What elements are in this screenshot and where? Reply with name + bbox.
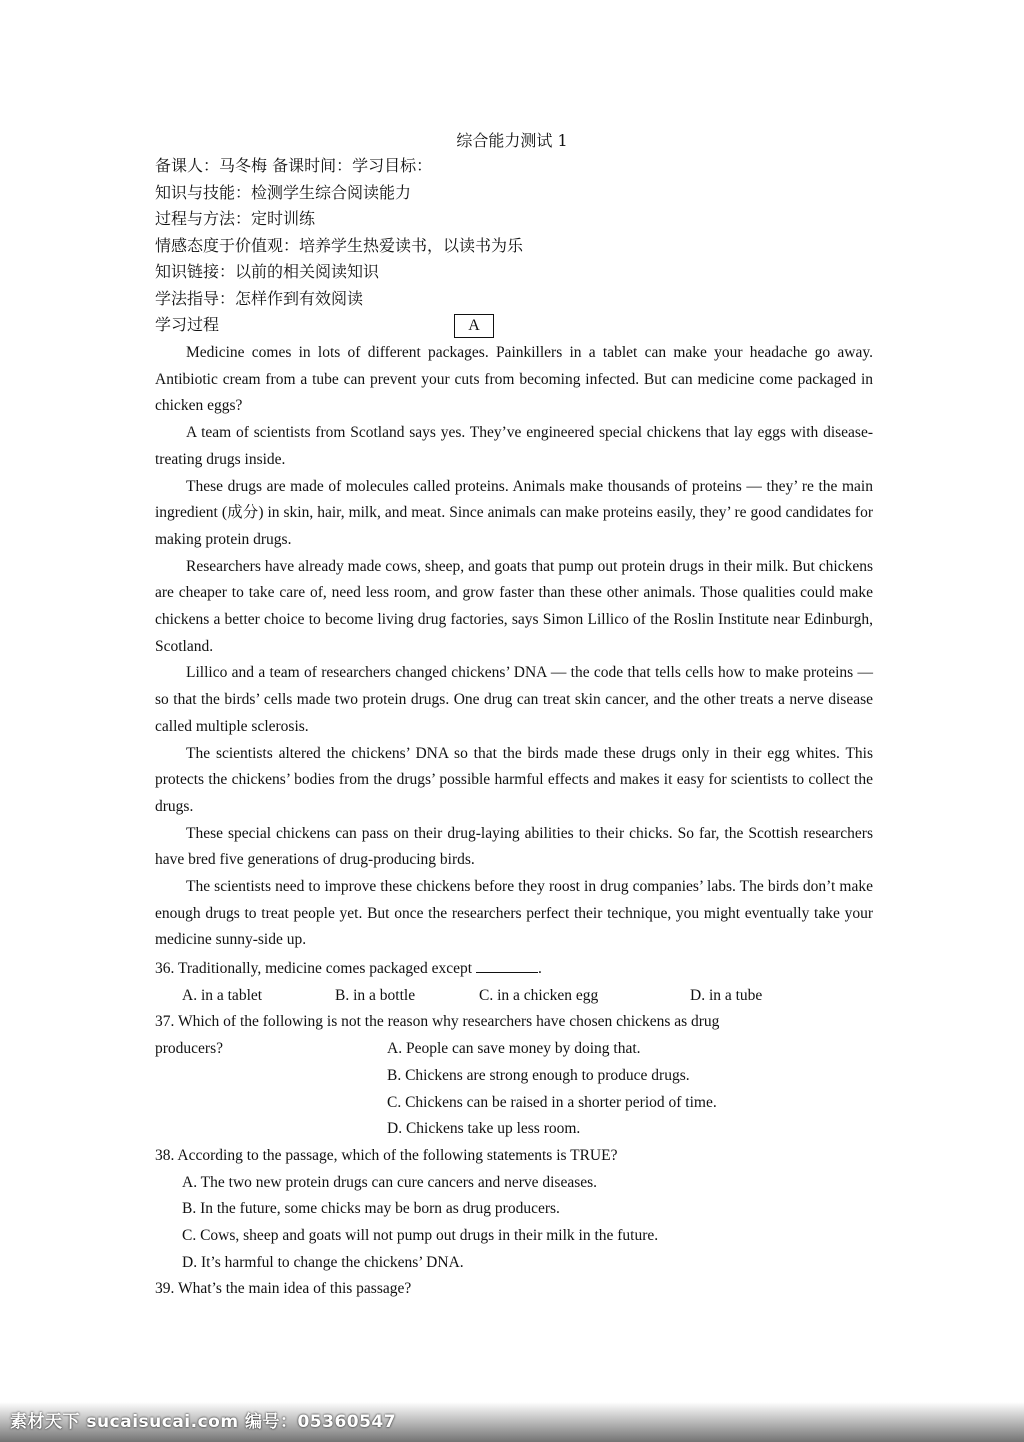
question-36	[155, 956, 873, 983]
option-d: D. in a tube	[690, 986, 763, 1004]
questions-section	[155, 956, 873, 1303]
passage-paragraph: Researchers have already made cows, sheep, and goats that pump out protein drugs in their milk. But chickens are cheaper to take care of, need less room, and grow faster than these other animals. Those qualities could make chickens a better choice to become living drug factories, says Simon Lillico of the Roslin Institute near Edinburgh, Scotland.	[155, 557, 873, 655]
question-37-stem: 37. Which of the following is not the reason why researchers have chosen chickens as drug	[155, 1013, 720, 1031]
watermark-bar	[0, 1402, 1024, 1442]
option-b: B. in a bottle	[335, 986, 416, 1004]
question-36-stem: 36. Traditionally, medicine comes packaged except	[155, 960, 473, 977]
option-a: A. People can save money by doing that.	[387, 1040, 641, 1058]
passage-paragraph: A team of scientists from Scotland says yes. They’ve engineered special chickens that lay eggs with disease-treating drugs inside.	[155, 424, 873, 468]
question-39-stem: 39. What’s the main idea of this passage?	[155, 1280, 412, 1298]
option-b: B. In the future, some chicks may be born as drug producers.	[182, 1200, 560, 1218]
passage-paragraph: Medicine comes in lots of different packages. Painkillers in a tablet can make your headache go away. Antibiotic cream from a tube can prevent your cuts from becoming infected. But can medicine come packaged in chicken eggs?	[155, 344, 873, 415]
passage-paragraph: The scientists need to improve these chickens before they roost in drug companies’ labs. The birds don’t make enough drugs to treat people yet. But once the researchers perfect their technique, you might eventually take your medicine sunny-side up.	[155, 878, 873, 949]
passage-paragraph: These drugs are made of molecules called proteins. Animals make thousands of proteins — they’ re the main ingredient (成分) in skin, hair, milk, and meat. Since animals can make proteins easily, they’ re good candidates for making protein drugs.	[155, 477, 873, 548]
answer-blank	[476, 958, 538, 973]
header-line-link: 知识链接：以前的相关阅读知识	[155, 262, 380, 281]
question-36-options	[155, 983, 873, 1010]
option-d: D. It’s harmful to change the chickens’ DNA.	[182, 1253, 464, 1271]
header-line-teacher: 备课人：马冬梅 备课时间：学习目标：	[155, 156, 433, 175]
passage-paragraph: The scientists altered the chickens’ DNA so that the birds made these drugs only in their egg whites. This protects the chickens’ bodies from the drugs’ possible harmful effects and makes it easy for scientists to collect the drugs.	[155, 744, 873, 815]
passage-paragraph: Lillico and a team of researchers changed chickens’ DNA — the code that tells cells how to make proteins — so that the birds’ cells made two protein drugs. One drug can treat skin cancer, and the other treats a nerve disease called multiple sclerosis.	[155, 664, 873, 735]
option-c: C. Chickens can be raised in a shorter period of time.	[387, 1093, 717, 1111]
question-37-stem-cont: producers?	[155, 1040, 223, 1058]
option-b: B. Chickens are strong enough to produce drugs.	[387, 1066, 690, 1084]
header-line-method: 过程与方法：定时训练	[155, 209, 316, 228]
header-line-knowledge: 知识与技能：检测学生综合阅读能力	[155, 183, 412, 202]
question-38-stem: 38. According to the passage, which of the following statements is TRUE?	[155, 1146, 618, 1164]
option-d: D. Chickens take up less room.	[387, 1120, 581, 1138]
option-a: A. in a tablet	[182, 986, 263, 1004]
reading-passage	[155, 340, 873, 954]
watermark-text: 素材天下 sucaisucai.com 编号：05360547	[10, 1412, 397, 1432]
section-label-box: A	[454, 314, 494, 338]
option-c: C. Cows, sheep and goats will not pump out drugs in their milk in the future.	[182, 1227, 659, 1245]
header-line-process: 学习过程	[155, 315, 220, 334]
page-title: 综合能力测试 1	[456, 131, 568, 150]
option-c: C. in a chicken egg	[479, 986, 599, 1004]
question-36-end: .	[537, 960, 542, 977]
question-37-first-option-line	[155, 1036, 873, 1063]
header-line-attitude: 情感态度于价值观：培养学生热爱读书，以读书为乐	[155, 236, 524, 255]
option-a: A. The two new protein drugs can cure cancers and nerve diseases.	[182, 1173, 598, 1191]
passage-paragraph: These special chickens can pass on their drug-laying abilities to their chicks. So far, the Scottish researchers have bred five generations of drug-producing birds.	[155, 824, 873, 869]
header-line-guidance: 学法指导：怎样作到有效阅读	[155, 289, 364, 308]
